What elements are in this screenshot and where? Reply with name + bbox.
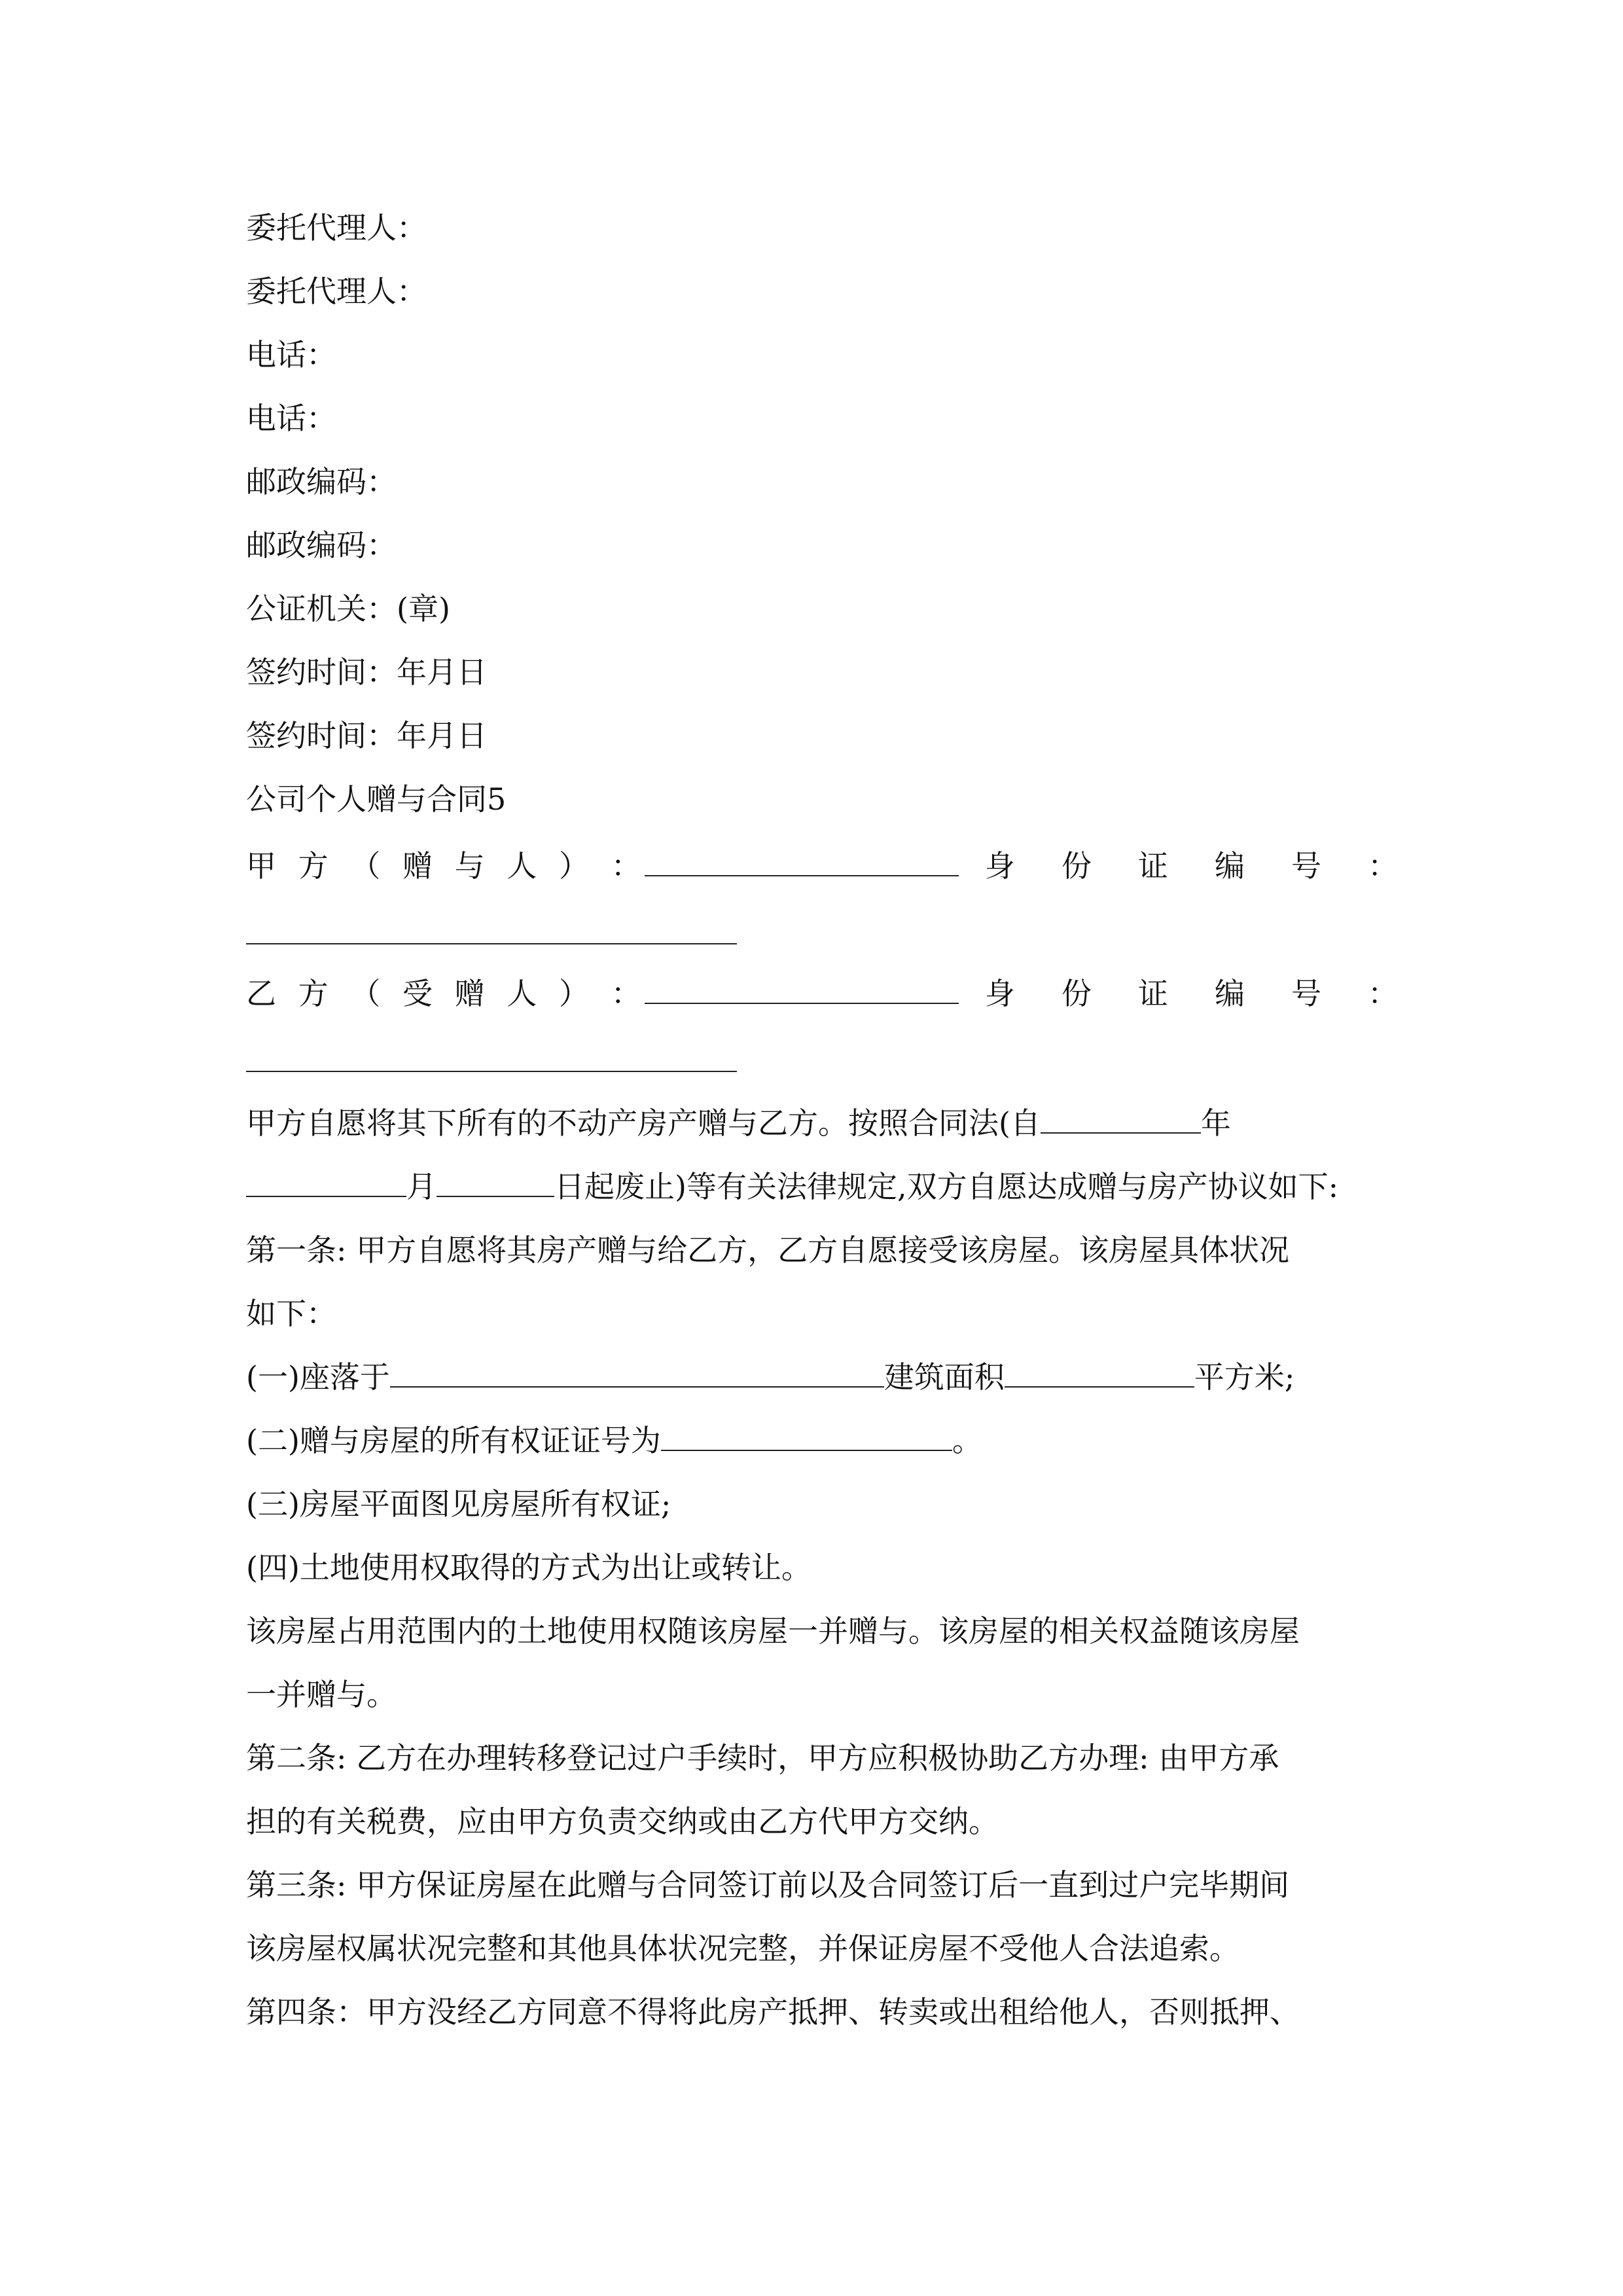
- label-char: 方: [298, 848, 329, 884]
- label-char: ：: [1367, 976, 1398, 1011]
- label-char: 与: [454, 848, 485, 884]
- sign-time-line-2: 签约时间：年月日: [246, 718, 487, 753]
- party-a-line: [246, 834, 1398, 898]
- item-1-text: (一)座落于: [246, 1359, 390, 1395]
- party-a-label: [246, 834, 641, 898]
- year-blank[interactable]: [1041, 1103, 1201, 1134]
- intro-rest-text: 日起废止)等有关法律规定,双方自愿达成赠与房产协议如下:: [554, 1169, 1339, 1204]
- label-char: 身: [984, 976, 1015, 1011]
- postal-line-2: 邮政编码：: [246, 528, 397, 563]
- year-text: 年: [1200, 1105, 1231, 1141]
- party-b-name-blank[interactable]: [645, 974, 959, 1004]
- label-char: 受: [402, 976, 433, 1011]
- party-b-id-label: [985, 962, 1398, 1026]
- label-char: 编: [1214, 848, 1245, 884]
- label-char: ：: [611, 848, 641, 884]
- paragraph-intro-2: [246, 1155, 1398, 1219]
- label-char: ）: [558, 976, 589, 1011]
- article-4-line-1: 第四条：甲方没经乙方同意不得将此房产抵押、转卖或出租给他人，否则抵押、: [246, 1994, 1300, 2030]
- label-char: ：: [1367, 848, 1398, 884]
- article-1-line-1: 第一条: 甲方自愿将其房产赠与给乙方，乙方自愿接受该房屋。该房屋具体状况: [246, 1232, 1290, 1268]
- item-1: [246, 1346, 1398, 1409]
- location-blank[interactable]: [390, 1357, 884, 1388]
- item-2-end: 。: [952, 1423, 982, 1458]
- item-1-area-label: 建筑面积: [883, 1359, 1005, 1395]
- label-char: 甲: [246, 848, 276, 884]
- article-3-line-1: 第三条: 甲方保证房屋在此赠与合同签订前以及合同签订后一直到过户完毕期间: [246, 1867, 1290, 1903]
- item-1-unit: 平方米;: [1194, 1359, 1295, 1395]
- party-a-id-blank[interactable]: [246, 943, 737, 944]
- party-b-line: [246, 962, 1398, 1026]
- label-char: ：: [611, 976, 641, 1011]
- label-char: 份: [1061, 976, 1092, 1011]
- item-2-text: (二)赠与房屋的所有权证证号为: [246, 1423, 661, 1458]
- article-1-line-2: 如下：: [246, 1296, 336, 1331]
- item-3: (三)房屋平面图见房屋所有权证;: [246, 1486, 671, 1522]
- item-4: (四)土地使用权取得的方式为出让或转让。: [246, 1550, 812, 1585]
- contract-title: 公司个人赠与合同5: [246, 781, 507, 817]
- party-a-name-blank[interactable]: [645, 846, 959, 876]
- party-a-id-label: [985, 834, 1398, 898]
- label-char: 号: [1291, 848, 1321, 884]
- label-char: 份: [1061, 848, 1092, 884]
- item-2: [246, 1409, 1398, 1473]
- postal-line-1: 邮政编码：: [246, 464, 397, 499]
- sign-time-line-1: 签约时间：年月日: [246, 655, 487, 690]
- month-text: 月: [406, 1169, 437, 1204]
- day-blank[interactable]: [437, 1167, 554, 1197]
- article-2-line-1: 第二条: 乙方在办理转移登记过户手续时，甲方应积极协助乙方办理: 由甲方承: [246, 1740, 1279, 1776]
- label-char: 证: [1137, 848, 1168, 884]
- label-char: 赠: [454, 976, 485, 1011]
- notary-line: 公证机关：(章): [246, 591, 450, 626]
- label-char: 身: [984, 848, 1015, 884]
- label-char: 方: [298, 976, 329, 1011]
- area-blank[interactable]: [1005, 1357, 1194, 1388]
- label-char: 编: [1214, 976, 1245, 1011]
- agent-line-1: 委托代理人：: [246, 210, 427, 245]
- party-b-label: [246, 962, 641, 1026]
- land-line-1: 该房屋占用范围内的土地使用权随该房屋一并赠与。该房屋的相关权益随该房屋: [246, 1613, 1300, 1649]
- month-blank[interactable]: [246, 1167, 406, 1197]
- label-char: 赠: [402, 848, 433, 884]
- phone-line-1: 电话：: [246, 337, 336, 372]
- land-line-2: 一并赠与。: [246, 1677, 397, 1712]
- label-char: 人: [507, 976, 537, 1011]
- label-char: （: [350, 976, 381, 1011]
- party-b-id-blank[interactable]: [246, 1071, 737, 1072]
- label-char: （: [350, 848, 381, 884]
- label-char: 人: [507, 848, 537, 884]
- label-char: 号: [1291, 976, 1321, 1011]
- label-char: 乙: [246, 976, 276, 1011]
- article-3-line-2: 该房屋权属状况完整和其他具体状况完整，并保证房屋不受他人合法追索。: [246, 1931, 1240, 1966]
- label-char: ）: [558, 848, 589, 884]
- paragraph-intro-1: [246, 1092, 1398, 1155]
- agent-line-2: 委托代理人：: [246, 274, 427, 309]
- certificate-number-blank[interactable]: [661, 1421, 952, 1451]
- intro-text: 甲方自愿将其下所有的不动产房产赠与乙方。按照合同法(自: [246, 1105, 1041, 1141]
- label-char: 证: [1137, 976, 1168, 1011]
- article-2-line-2: 担的有关税费，应由甲方负责交纳或由乙方代甲方交纳。: [246, 1804, 999, 1839]
- phone-line-2: 电话：: [246, 401, 336, 436]
